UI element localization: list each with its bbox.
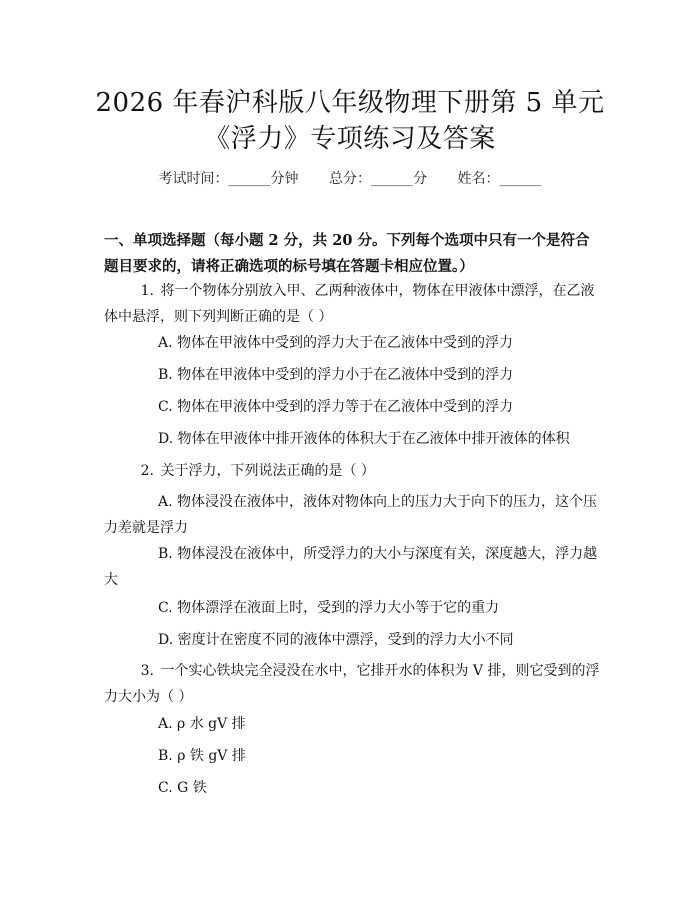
question-stem: 一个实心铁块完全浸没在水中，它排开水的体积为 V 排，则它受到的浮力大小为（ ） — [104, 663, 600, 705]
question-3 — [104, 658, 600, 710]
question-stem: 关于浮力，下列说法正确的是（ ） — [160, 463, 375, 479]
question-stem: 将一个物体分别放入甲、乙两种液体中，物体在甲液体中漂浮，在乙液体中悬浮，则下列判断正确的是（ ） — [104, 283, 595, 325]
question-number: 3. — [140, 663, 154, 679]
question-3-option-b: B. ρ 铁 gV 排 — [158, 748, 246, 764]
question-2 — [104, 458, 600, 484]
question-3-option-a: A. ρ 水 gV 排 — [158, 716, 246, 732]
question-1-option-d: D. 物体在甲液体中排开液体的体积大于在乙液体中排开液体的体积 — [158, 431, 570, 447]
document-title-line-1: 2026 年春沪科版八年级物理下册第 5 单元 — [95, 88, 605, 118]
student-name-field: 姓名：______ — [457, 171, 542, 187]
exam-meta-line — [0, 168, 700, 188]
question-number: 1. — [140, 283, 154, 299]
question-2-option-a: A. 物体浸没在液体中，液体对物体向上的压力大于向下的压力，这个压力差就是浮力 — [104, 494, 598, 536]
question-2-option-b: B. 物体浸没在液体中，所受浮力的大小与深度有关，深度越大，浮力越大 — [104, 546, 598, 588]
question-3-option-c: C. G 铁 — [158, 780, 207, 796]
question-1-option-c: C. 物体在甲液体中受到的浮力等于在乙液体中受到的浮力 — [158, 399, 514, 415]
document-title-line-2: 《浮力》专项练习及答案 — [204, 124, 496, 154]
exam-time-field: 考试时间：______分钟 — [158, 171, 299, 187]
question-2-option-c: C. 物体漂浮在液面上时，受到的浮力大小等于它的重力 — [158, 600, 500, 616]
question-1-option-a: A. 物体在甲液体中受到的浮力大于在乙液体中受到的浮力 — [158, 335, 514, 351]
total-score-field: 总分：______分 — [329, 171, 427, 187]
question-1 — [104, 278, 600, 330]
question-1-option-b: B. 物体在甲液体中受到的浮力小于在乙液体中受到的浮力 — [158, 367, 514, 383]
question-2-option-d: D. 密度计在密度不同的液体中漂浮，受到的浮力大小不同 — [158, 632, 514, 648]
section-heading-single-choice: 一、单项选择题（每小题 2 分，共 20 分。下列每个选项中只有一个是符合题目要求的，请将正确选项的标号填在答题卡相应位置。） — [104, 232, 590, 275]
question-number: 2. — [140, 463, 154, 479]
